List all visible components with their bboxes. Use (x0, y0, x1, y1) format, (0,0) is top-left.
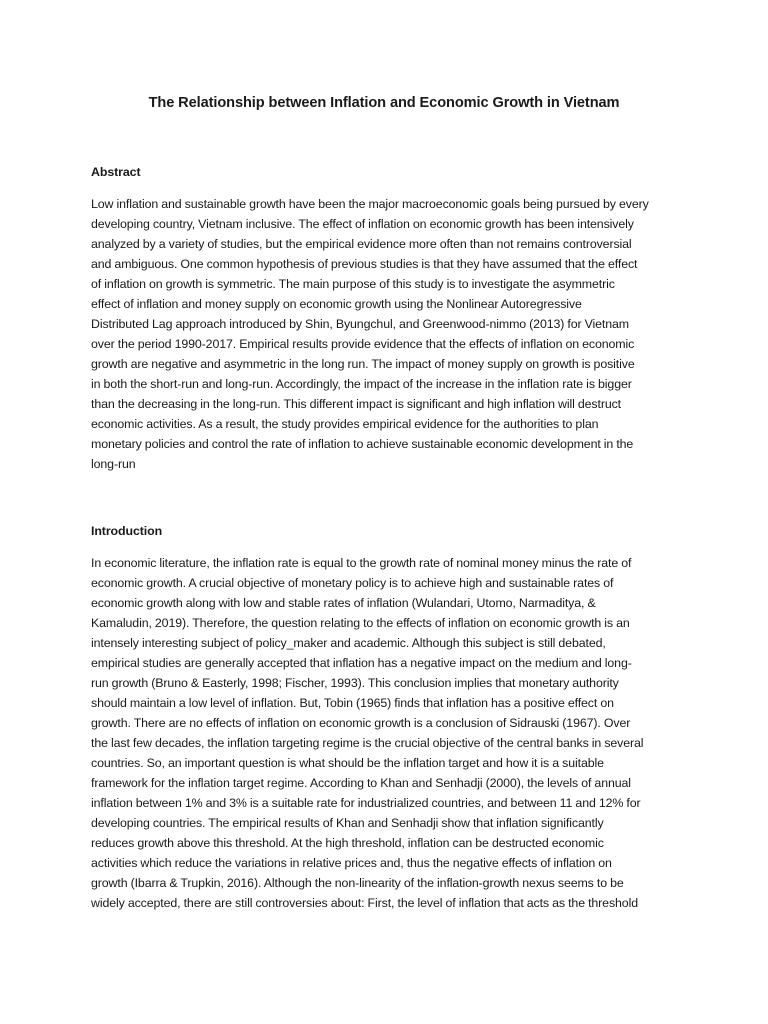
introduction-text-line: reduces growth above this threshold. At the high threshold, inflation can be destructed economic (91, 836, 604, 850)
abstract-text-line: growth are negative and asymmetric in the long run. The impact of money supply on growth is positive (91, 357, 635, 371)
abstract-text-line: of inflation on growth is symmetric. The main purpose of this study is to investigate the asymmetric (91, 277, 615, 291)
introduction-text-line: economic growth along with low and stable rates of inflation (Wulandari, Utomo, Narmaditya, & (91, 596, 596, 610)
abstract-text-line: monetary policies and control the rate of inflation to achieve sustainable economic development in the (91, 437, 634, 451)
introduction-text-line: the last few decades, the inflation targeting regime is the crucial objective of the central banks in several (91, 736, 644, 750)
abstract-heading: Abstract (91, 165, 141, 179)
abstract-text-line: over the period 1990-2017. Empirical results provide evidence that the effects of inflation on economic (91, 337, 635, 351)
abstract-text-line: long-run (91, 457, 136, 471)
introduction-text-line: inflation between 1% and 3% is a suitable rate for industrialized countries, and between 11 and 12% for (91, 796, 641, 810)
document-title: The Relationship between Inflation and Economic Growth in Vietnam (148, 95, 620, 111)
introduction-text-line: activities which reduce the variations in relative prices and, thus the negative effects of inflation on (91, 856, 612, 870)
introduction-body (91, 553, 691, 913)
introduction-text-line: Kamaludin, 2019). Therefore, the question relating to the effects of inflation on economic growth is an (91, 616, 630, 630)
introduction-text-line: run growth (Bruno & Easterly, 1998; Fischer, 1993). This conclusion implies that monetary authority (91, 676, 619, 690)
abstract-text-line: than the decreasing in the long-run. This different impact is significant and high inflation will destruct (91, 397, 622, 411)
abstract-text-line: economic activities. As a result, the study provides empirical evidence for the authorities to plan (91, 417, 599, 431)
introduction-text-line: intensely interesting subject of policy_maker and academic. Although this subject is still debated, (91, 636, 606, 650)
introduction-text-line: growth (Ibarra & Trupkin, 2016). Although the non-linearity of the inflation-growth nexus seems to be (91, 876, 624, 890)
introduction-text-line: In economic literature, the inflation rate is equal to the growth rate of nominal money minus the rate of (91, 556, 632, 570)
abstract-text-line: and ambiguous. One common hypothesis of previous studies is that they have assumed that the effect (91, 257, 638, 271)
introduction-text-line: empirical studies are generally accepted that inflation has a negative impact on the medium and long- (91, 656, 632, 670)
abstract-body (91, 194, 691, 474)
abstract-text-line: analyzed by a variety of studies, but the empirical evidence more often than not remains controversial (91, 237, 632, 251)
introduction-text-line: framework for the inflation target regime. According to Khan and Senhadji (2000), the levels of annual (91, 776, 631, 790)
abstract-text-line: effect of inflation and money supply on economic growth using the Nonlinear Autoregressive (91, 297, 582, 311)
introduction-text-line: countries. So, an important question is what should be the inflation target and how it is a suitable (91, 756, 604, 770)
abstract-text-line: developing country, Vietnam inclusive. The effect of inflation on economic growth has been intensively (91, 217, 634, 231)
introduction-text-line: widely accepted, there are still controversies about: First, the level of inflation that acts as the threshold (91, 896, 638, 910)
introduction-text-line: growth. There are no effects of inflation on economic growth is a conclusion of Sidrauski (1967). Over (91, 716, 631, 730)
abstract-text-line: Low inflation and sustainable growth have been the major macroeconomic goals being pursued by every (91, 197, 649, 211)
introduction-heading: Introduction (91, 524, 163, 538)
abstract-text-line: in both the short-run and long-run. Accordingly, the impact of the increase in the inflation rate is bigger (91, 377, 632, 391)
introduction-text-line: should maintain a low level of inflation. But, Tobin (1965) finds that inflation has a positive effect on (91, 696, 614, 710)
abstract-text-line: Distributed Lag approach introduced by Shin, Byungchul, and Greenwood-nimmo (2013) for Vietnam (91, 317, 629, 331)
introduction-text-line: developing countries. The empirical results of Khan and Senhadji show that inflation significantly (91, 816, 604, 830)
introduction-text-line: economic growth. A crucial objective of monetary policy is to achieve high and sustainable rates of (91, 576, 614, 590)
